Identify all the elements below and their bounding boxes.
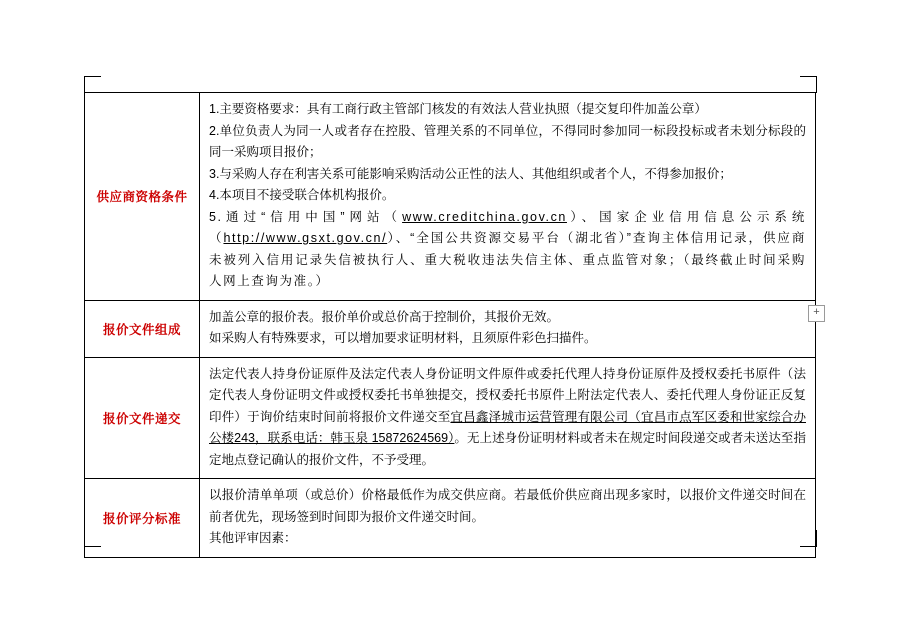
row-label-quotation-composition: 报价文件组成 (85, 300, 200, 357)
row-body-quotation-composition (200, 300, 816, 357)
paragraph: 其他评审因素： (209, 531, 297, 545)
expand-button[interactable]: + (808, 305, 825, 322)
row-body-scoring-criteria (200, 479, 816, 558)
crop-mark-top-right (800, 76, 817, 93)
table-row (85, 300, 816, 357)
table-row (85, 93, 816, 301)
paragraph: 如采购人有特殊要求，可以增加要求证明材料，且须原件彩色扫描件。 (209, 331, 597, 345)
paragraph: 4.本项目不接受联合体机构报价。 (209, 188, 395, 202)
row-body-quotation-submission (200, 357, 816, 479)
row-label-scoring-criteria: 报价评分标准 (85, 479, 200, 558)
row-body-supplier-qualification (200, 93, 816, 301)
paragraph: 2.单位负责人为同一人或者存在控股、管理关系的不同单位，不得同时参加同一标段投标或者未划分标段的同一采购项目报价； (209, 123, 806, 159)
paragraph: 5.通过“信用中国”网站（www.creditchina.gov.cn）、国家企业信用信息公示系统（http://www.gsxt.gov.cn/）、“全国公共资源交易平台（湖北省）”查询主体信用记录，供应商未被列入信用记录失信被执行人、重大税收违法失信主体、重点监管对象；（最终截止时间采购人网上查询为准。） (209, 209, 806, 288)
requirements-table (84, 92, 816, 558)
paragraph: 1.主要资格要求：具有工商行政主管部门核发的有效法人营业执照（提交复印件加盖公章） (209, 102, 707, 116)
paragraph: 加盖公章的报价表。报价单价或总价高于控制价，其报价无效。 (209, 309, 560, 324)
row-label-supplier-qualification: 供应商资格条件 (85, 93, 200, 301)
paragraph: 3.与采购人存在利害关系可能影响采购活动公正性的法人、其他组织或者个人，不得参加报价； (209, 166, 732, 181)
paragraph: 以报价清单单项（或总价）价格最低作为成交供应商。若最低价供应商出现多家时，以报价文件递交时间在前者优先，现场签到时间即为报价文件递交时间。 (209, 488, 806, 524)
table-row (85, 479, 816, 558)
paragraph: 法定代表人持身份证原件及法定代表人身份证明文件原件或委托代理人持身份证原件及授权委托书原件（法定代表人身份证明文件或授权委托书单独提交，授权委托书原件上附法定代表人、委托代理人身份证正反复印件）于询价结束时间前将报价文件递交至宜昌鑫泽城市运营管理有限公司（宜昌市点军区委和世家综合办公楼243，联系电话：韩玉泉 15872624569）。无上述身份证明材料或者未在规定时间段递交或者未送达至指定地点登记确认的报价文件，不予受理。 (209, 366, 806, 467)
table-row (85, 357, 816, 479)
crop-mark-top-left (84, 76, 101, 93)
row-label-quotation-submission: 报价文件递交 (85, 357, 200, 479)
